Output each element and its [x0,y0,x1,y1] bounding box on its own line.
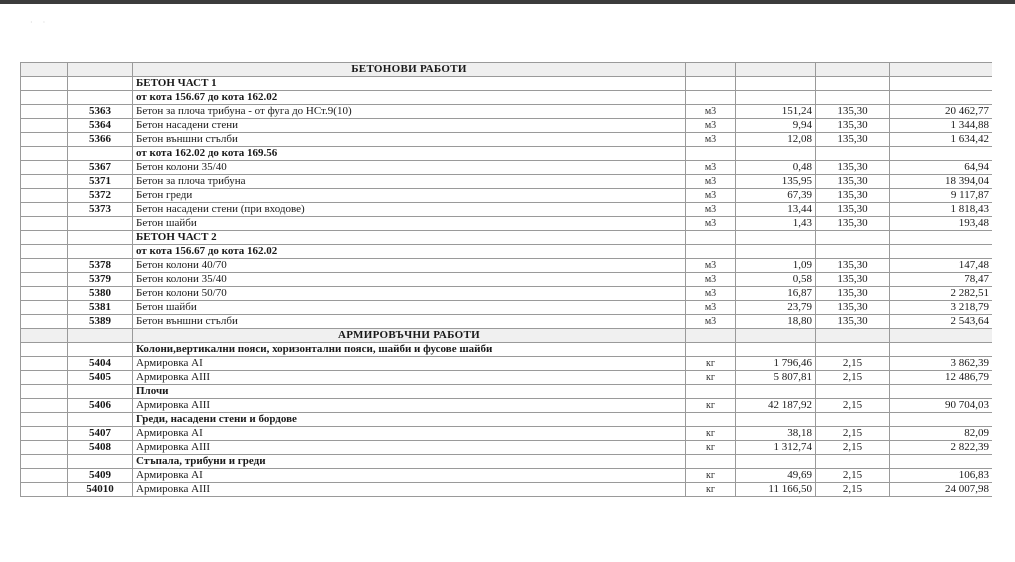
empty-cell [686,147,736,161]
item-unit-price: 2,15 [816,483,890,497]
empty-cell [21,483,68,497]
header-cell [736,63,816,77]
empty-cell [68,231,133,245]
item-total: 78,47 [890,273,993,287]
item-unit-price: 135,30 [816,203,890,217]
empty-cell [816,455,890,469]
item-description: Армировка АI [133,427,686,441]
header-cell [21,63,68,77]
table-row [21,259,993,273]
subheading-text: БЕТОН ЧАСТ 1 [133,77,686,91]
item-total: 82,09 [890,427,993,441]
empty-cell [68,343,133,357]
item-unit: кг [686,483,736,497]
empty-cell [21,371,68,385]
item-total: 12 486,79 [890,371,993,385]
item-unit-price: 135,30 [816,287,890,301]
item-quantity: 0,58 [736,273,816,287]
empty-cell [816,413,890,427]
item-description: Бетон насадени стени (при входове) [133,203,686,217]
item-unit: кг [686,357,736,371]
empty-cell [21,315,68,329]
empty-cell [890,455,993,469]
empty-cell [816,231,890,245]
subheading-text: Греди, насадени стени и бордове [133,413,686,427]
item-quantity: 67,39 [736,189,816,203]
empty-cell [816,77,890,91]
item-code: 5378 [68,259,133,273]
item-code: 54010 [68,483,133,497]
item-unit-price: 2,15 [816,357,890,371]
item-total: 64,94 [890,161,993,175]
empty-cell [686,329,736,343]
subheading-text: Стъпала, трибуни и греди [133,455,686,469]
empty-cell [736,91,816,105]
item-total: 9 117,87 [890,189,993,203]
empty-cell [21,343,68,357]
item-total: 2 282,51 [890,287,993,301]
empty-cell [21,399,68,413]
empty-cell [21,147,68,161]
item-unit-price: 135,30 [816,105,890,119]
item-code: 5389 [68,315,133,329]
header-cell [686,63,736,77]
item-code: 5364 [68,119,133,133]
item-code: 5406 [68,399,133,413]
table-row [21,357,993,371]
item-unit: м3 [686,301,736,315]
item-quantity: 13,44 [736,203,816,217]
item-total: 147,48 [890,259,993,273]
item-quantity: 49,69 [736,469,816,483]
empty-cell [21,385,68,399]
item-total: 106,83 [890,469,993,483]
item-unit: кг [686,427,736,441]
table-row [21,483,993,497]
item-total: 3 862,39 [890,357,993,371]
item-unit-price: 135,30 [816,161,890,175]
item-description: Армировка АIII [133,441,686,455]
subheading-text: Колони,вертикални пояси, хоризонтални пояси, шайби и фусове шайби [133,343,686,357]
empty-cell [21,217,68,231]
subheading-row [21,91,993,105]
item-total: 2 822,39 [890,441,993,455]
item-description: Бетон външни стълби [133,133,686,147]
table-header-row [21,63,993,77]
item-description: Армировка АIII [133,371,686,385]
table-row [21,301,993,315]
item-description: Бетон греди [133,189,686,203]
empty-cell [68,91,133,105]
table-row [21,315,993,329]
item-unit: м3 [686,217,736,231]
subheading-text: Плочи [133,385,686,399]
item-unit: м3 [686,161,736,175]
quantities-table [20,62,992,497]
item-unit: кг [686,441,736,455]
item-quantity: 9,94 [736,119,816,133]
section-title: АРМИРОВЪЧНИ РАБОТИ [133,329,686,343]
empty-cell [686,245,736,259]
item-code: 5363 [68,105,133,119]
empty-cell [816,385,890,399]
item-quantity: 1,43 [736,217,816,231]
empty-cell [816,329,890,343]
subheading-row [21,245,993,259]
subheading-row [21,385,993,399]
empty-cell [21,329,68,343]
item-total: 1 344,88 [890,119,993,133]
item-quantity: 12,08 [736,133,816,147]
item-total: 193,48 [890,217,993,231]
item-quantity: 18,80 [736,315,816,329]
item-description: Бетон за плоча трибуна [133,175,686,189]
empty-cell [736,413,816,427]
empty-cell [736,329,816,343]
table-row [21,175,993,189]
empty-cell [21,273,68,287]
empty-cell [68,455,133,469]
table-row [21,273,993,287]
item-total: 20 462,77 [890,105,993,119]
empty-cell [890,343,993,357]
empty-cell [890,385,993,399]
empty-cell [816,91,890,105]
empty-cell [21,441,68,455]
item-description: Бетон насадени стени [133,119,686,133]
item-unit-price: 135,30 [816,217,890,231]
item-total: 2 543,64 [890,315,993,329]
item-unit: м3 [686,259,736,273]
subheading-text: от кота 162.02 до кота 169.56 [133,147,686,161]
empty-cell [21,301,68,315]
empty-cell [21,161,68,175]
item-description: Армировка АI [133,357,686,371]
item-description: Армировка АI [133,469,686,483]
table-row [21,161,993,175]
section-title: БЕТОНОВИ РАБОТИ [133,63,686,77]
empty-cell [686,413,736,427]
header-cell [68,63,133,77]
empty-cell [890,231,993,245]
item-description: Бетон шайби [133,217,686,231]
item-unit-price: 2,15 [816,469,890,483]
section-header-row [21,329,993,343]
item-quantity: 42 187,92 [736,399,816,413]
scan-specks: · · [30,18,50,27]
empty-cell [21,231,68,245]
item-description: Бетон външни стълби [133,315,686,329]
table-row [21,371,993,385]
item-quantity: 1 312,74 [736,441,816,455]
item-quantity: 0,48 [736,161,816,175]
item-unit: кг [686,371,736,385]
empty-cell [68,329,133,343]
item-quantity: 23,79 [736,301,816,315]
empty-cell [21,259,68,273]
empty-cell [816,245,890,259]
item-code: 5367 [68,161,133,175]
empty-cell [890,77,993,91]
subheading-text: БЕТОН ЧАСТ 2 [133,231,686,245]
item-description: Бетон колони 40/70 [133,259,686,273]
empty-cell [21,413,68,427]
item-code: 5404 [68,357,133,371]
item-unit-price: 2,15 [816,441,890,455]
table-row [21,469,993,483]
header-cell [890,63,993,77]
empty-cell [21,203,68,217]
table-row [21,203,993,217]
item-unit-price: 135,30 [816,301,890,315]
empty-cell [21,357,68,371]
empty-cell [890,245,993,259]
item-unit-price: 2,15 [816,399,890,413]
empty-cell [68,77,133,91]
item-quantity: 135,95 [736,175,816,189]
table-row [21,119,993,133]
item-code: 5371 [68,175,133,189]
item-code: 5380 [68,287,133,301]
empty-cell [686,385,736,399]
item-code: 5372 [68,189,133,203]
item-quantity: 1 796,46 [736,357,816,371]
item-unit: кг [686,399,736,413]
empty-cell [68,413,133,427]
item-unit-price: 135,30 [816,133,890,147]
empty-cell [890,329,993,343]
item-unit-price: 2,15 [816,427,890,441]
table-row [21,399,993,413]
item-quantity: 151,24 [736,105,816,119]
empty-cell [21,287,68,301]
item-unit-price: 135,30 [816,259,890,273]
item-unit: м3 [686,203,736,217]
item-total: 18 394,04 [890,175,993,189]
bill-of-quantities-sheet [20,62,992,562]
table-row [21,287,993,301]
item-unit-price: 2,15 [816,371,890,385]
subheading-text: от кота 156.67 до кота 162.02 [133,91,686,105]
item-code: 5408 [68,441,133,455]
empty-cell [736,231,816,245]
empty-cell [68,147,133,161]
empty-cell [686,231,736,245]
item-unit: м3 [686,105,736,119]
empty-cell [21,119,68,133]
item-quantity: 1,09 [736,259,816,273]
empty-cell [736,343,816,357]
item-total: 1 634,42 [890,133,993,147]
item-code: 5373 [68,203,133,217]
item-quantity: 38,18 [736,427,816,441]
item-unit-price: 135,30 [816,119,890,133]
window-top-edge [0,0,1015,4]
item-code: 5409 [68,469,133,483]
empty-cell [21,189,68,203]
item-unit-price: 135,30 [816,189,890,203]
item-quantity: 5 807,81 [736,371,816,385]
item-description: Армировка АIII [133,483,686,497]
empty-cell [686,455,736,469]
empty-cell [68,245,133,259]
item-description: Бетон колони 35/40 [133,161,686,175]
item-total: 90 704,03 [890,399,993,413]
empty-cell [21,133,68,147]
table-body [21,63,993,497]
item-code: 5366 [68,133,133,147]
item-description: Бетон колони 50/70 [133,287,686,301]
empty-cell [736,455,816,469]
empty-cell [686,77,736,91]
empty-cell [736,385,816,399]
empty-cell [816,147,890,161]
subheading-text: от кота 156.67 до кота 162.02 [133,245,686,259]
empty-cell [21,91,68,105]
item-code: 5379 [68,273,133,287]
item-unit: м3 [686,287,736,301]
empty-cell [736,77,816,91]
item-quantity: 16,87 [736,287,816,301]
subheading-row [21,455,993,469]
subheading-row [21,147,993,161]
empty-cell [816,343,890,357]
item-unit: м3 [686,273,736,287]
item-unit: м3 [686,315,736,329]
item-description: Армировка АIII [133,399,686,413]
table-row [21,105,993,119]
table-row [21,189,993,203]
empty-cell [686,91,736,105]
empty-cell [21,175,68,189]
header-cell [816,63,890,77]
item-code: 5407 [68,427,133,441]
empty-cell [21,455,68,469]
item-unit: м3 [686,133,736,147]
empty-cell [21,105,68,119]
empty-cell [736,245,816,259]
empty-cell [21,77,68,91]
subheading-row [21,231,993,245]
empty-cell [890,413,993,427]
item-code: 5381 [68,301,133,315]
item-description: Бетон за плоча трибуна - от фуга до НСт.9(10) [133,105,686,119]
table-row [21,217,993,231]
subheading-row [21,77,993,91]
item-unit: м3 [686,189,736,203]
table-row [21,133,993,147]
item-unit-price: 135,30 [816,315,890,329]
empty-cell [21,469,68,483]
item-unit: кг [686,469,736,483]
item-description: Бетон колони 35/40 [133,273,686,287]
empty-cell [890,147,993,161]
item-unit: м3 [686,119,736,133]
item-quantity: 11 166,50 [736,483,816,497]
empty-cell [21,427,68,441]
item-total: 1 818,43 [890,203,993,217]
table-row [21,441,993,455]
subheading-row [21,413,993,427]
empty-cell [736,147,816,161]
empty-cell [890,91,993,105]
empty-cell [21,245,68,259]
item-unit-price: 135,30 [816,175,890,189]
item-unit: м3 [686,175,736,189]
item-total: 3 218,79 [890,301,993,315]
item-unit-price: 135,30 [816,273,890,287]
table-row [21,427,993,441]
item-description: Бетон шайби [133,301,686,315]
item-code [68,217,133,231]
empty-cell [68,385,133,399]
item-code: 5405 [68,371,133,385]
empty-cell [686,343,736,357]
subheading-row [21,343,993,357]
item-total: 24 007,98 [890,483,993,497]
